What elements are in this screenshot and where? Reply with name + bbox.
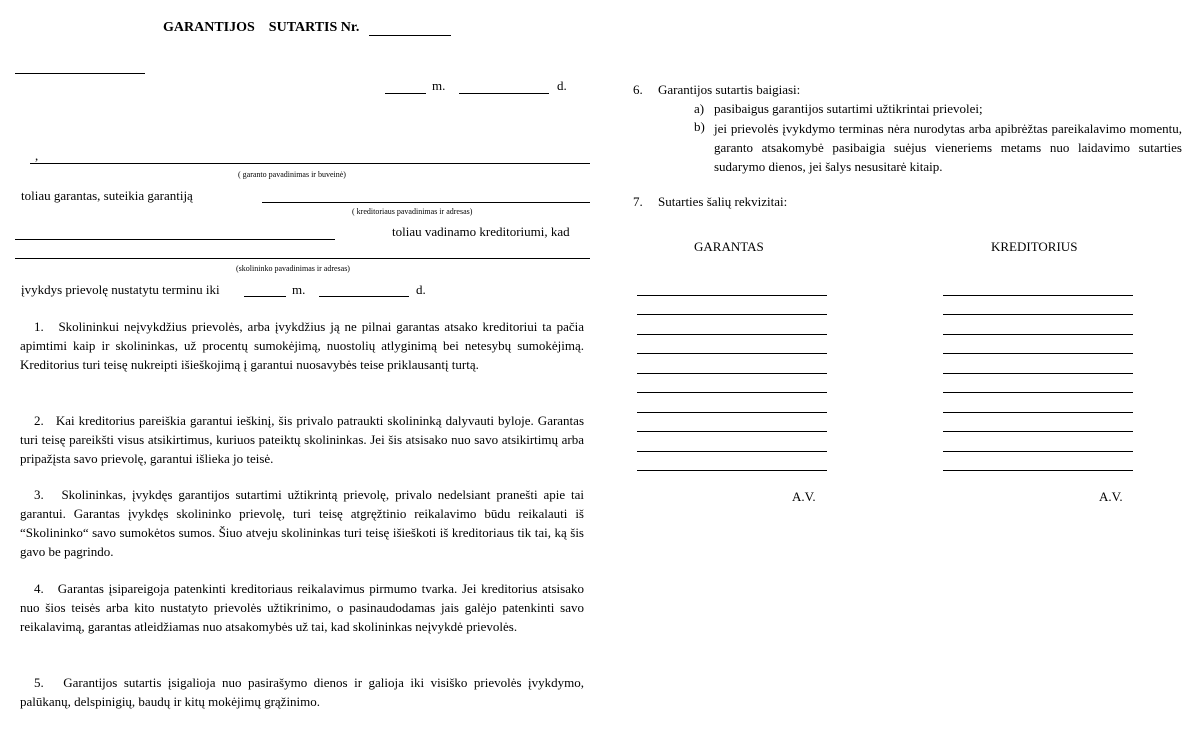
clause-6b-text: jei prievolės įvykdymo terminas nėra nurodytas arba apibrėžtas pareikalavimo momentu, garanto atsakomybė pasibaigia suėjus vieneriems metams nuo laidavimo sutarties sudarymo dienos, jei šalys nesusitarė kitaip. — [714, 121, 1182, 174]
requisite-line[interactable] — [637, 296, 827, 316]
clause-5 — [20, 673, 584, 711]
requisite-line[interactable] — [943, 315, 1133, 335]
day-suffix: d. — [557, 78, 567, 93]
requisite-line[interactable] — [637, 452, 827, 472]
obligation-year-suffix: m. — [292, 282, 306, 297]
guarantor-comma: , — [35, 148, 39, 163]
clause-text: Skolininkas, įvykdęs garantijos sutartimi užtikrintą prievolę, privalo nedelsiant pranešti apie tai garantui. Garantas įvykdęs skolininko prievolę, turi teisę atgręžtinio reikalavimo būdu reikalauti iš “Skolininko“ savo sumokėtos sumos. Šiuo atveju skolininkas turi teisę išieškoti iš kreditoriaus tik tai, ką šis gavo be pagrindo. — [20, 487, 584, 559]
clause-text: Skolininkui neįvykdžius prievolės, arba įvykdžius ją ne pilnai garantas atsako kreditoriui ta pačia apimtimi kaip ir skolininkas, už procentų sumokėjimą, nuostolių atlyginimą bei netesybų sumokėjimą. Kreditorius turi teisę nukreipti išieškojimą į garantui nuosavybės teise priklausantį turtą. — [20, 319, 585, 372]
requisite-line[interactable] — [943, 374, 1133, 394]
requisite-line[interactable] — [943, 393, 1133, 413]
year-suffix: m. — [432, 78, 446, 93]
requisite-line[interactable] — [637, 315, 827, 335]
requisite-line[interactable] — [637, 393, 827, 413]
clause-number: 3. — [34, 487, 44, 502]
creditor-requisites-lines — [943, 276, 1133, 471]
clause-3 — [20, 485, 584, 561]
requisite-line[interactable] — [637, 335, 827, 355]
guarantor-requisites-lines — [637, 276, 827, 471]
requisite-line[interactable] — [943, 276, 1133, 296]
clause-number: 5. — [34, 675, 44, 690]
clause-6b-letter: b) — [694, 119, 705, 134]
guarantor-intro: toliau garantas, suteikia garantiją — [21, 188, 193, 203]
clause-number: 1. — [34, 319, 44, 334]
document-title: GARANTIJOS SUTARTIS Nr. — [163, 20, 360, 35]
requisite-line[interactable] — [943, 452, 1133, 472]
clause-number: 4. — [34, 581, 44, 596]
stamp-right: A.V. — [1099, 489, 1123, 504]
clause-4 — [20, 579, 584, 636]
clause-number: 2. — [34, 413, 44, 428]
requisite-line[interactable] — [943, 335, 1133, 355]
clause-7-number: 7. — [633, 194, 643, 209]
obligation-day-suffix: d. — [416, 282, 426, 297]
clause-2 — [20, 411, 584, 468]
guarantor-caption: ( garanto pavadinimas ir buveinė) — [238, 170, 346, 179]
clause-6-title: Garantijos sutartis baigiasi: — [658, 82, 801, 97]
requisite-line[interactable] — [943, 432, 1133, 452]
clause-6a-letter: a) — [694, 101, 705, 116]
creditor-blank-1[interactable] — [262, 202, 590, 203]
stamp-left: A.V. — [792, 489, 816, 504]
clause-7-title: Sutarties šalių rekvizitai: — [658, 194, 788, 209]
guarantor-label: GARANTAS — [694, 239, 764, 254]
debtor-caption: (skolininko pavadinimas ir adresas) — [236, 264, 350, 273]
clause-text: Garantas įsipareigoja patenkinti kreditoriaus reikalavimus pirmumo tvarka. Jei kreditorius atsisako nuo šios teisės arba kito nustatyto prievolės užtikrinimo, o pasinaudodamas jais galėjo patenkinti savo reikalavimą, garantas atleidžiamas nuo atsakomybės už tai, kad skolininkas neįvykdė prievolės. — [20, 581, 584, 634]
requisite-line[interactable] — [637, 276, 827, 296]
day-blank[interactable] — [459, 93, 549, 94]
obligation-day-blank[interactable] — [319, 296, 409, 297]
requisite-line[interactable] — [943, 413, 1133, 433]
obligation-year-blank[interactable] — [244, 296, 286, 297]
clause-6a-text: pasibaigus garantijos sutartimi užtikrintai prievolei; — [714, 101, 983, 116]
year-blank[interactable] — [385, 93, 426, 94]
requisite-line[interactable] — [943, 296, 1133, 316]
creditor-suffix: toliau vadinamo kreditoriumi, kad — [392, 224, 570, 239]
guarantor-blank[interactable] — [30, 163, 590, 164]
place-blank[interactable] — [15, 73, 145, 74]
contract-number-blank[interactable] — [369, 35, 451, 36]
creditor-caption: ( kreditoriaus pavadinimas ir adresas) — [352, 207, 473, 216]
requisite-line[interactable] — [637, 354, 827, 374]
obligation-prefix: įvykdys prievolę nustatytu terminu iki — [21, 282, 220, 297]
requisite-line[interactable] — [637, 413, 827, 433]
clause-text: Kai kreditorius pareiškia garantui ieškinį, šis privalo patraukti skolininką dalyvauti byloje. Garantas turi teisę pareikšti visus atsikirtimus, kuriuos pateiktų skolininkas. Jei šis atsisako nuo savo atsikirtimų arba pripažįsta savo prievolę, garantui išlieka jo teisė. — [20, 413, 585, 466]
clause-6-number: 6. — [633, 82, 643, 97]
requisite-line[interactable] — [637, 374, 827, 394]
creditor-blank-2[interactable] — [15, 239, 335, 240]
requisite-line[interactable] — [943, 354, 1133, 374]
clause-1 — [20, 317, 584, 374]
debtor-blank[interactable] — [15, 258, 590, 259]
clause-text: Garantijos sutartis įsigalioja nuo pasirašymo dienos ir galioja iki visiško prievolės įvykdymo, palūkanų, delspinigių, baudų ir kitų mokėjimų grąžinimo. — [20, 675, 585, 709]
requisite-line[interactable] — [637, 432, 827, 452]
creditor-label: KREDITORIUS — [991, 239, 1078, 254]
